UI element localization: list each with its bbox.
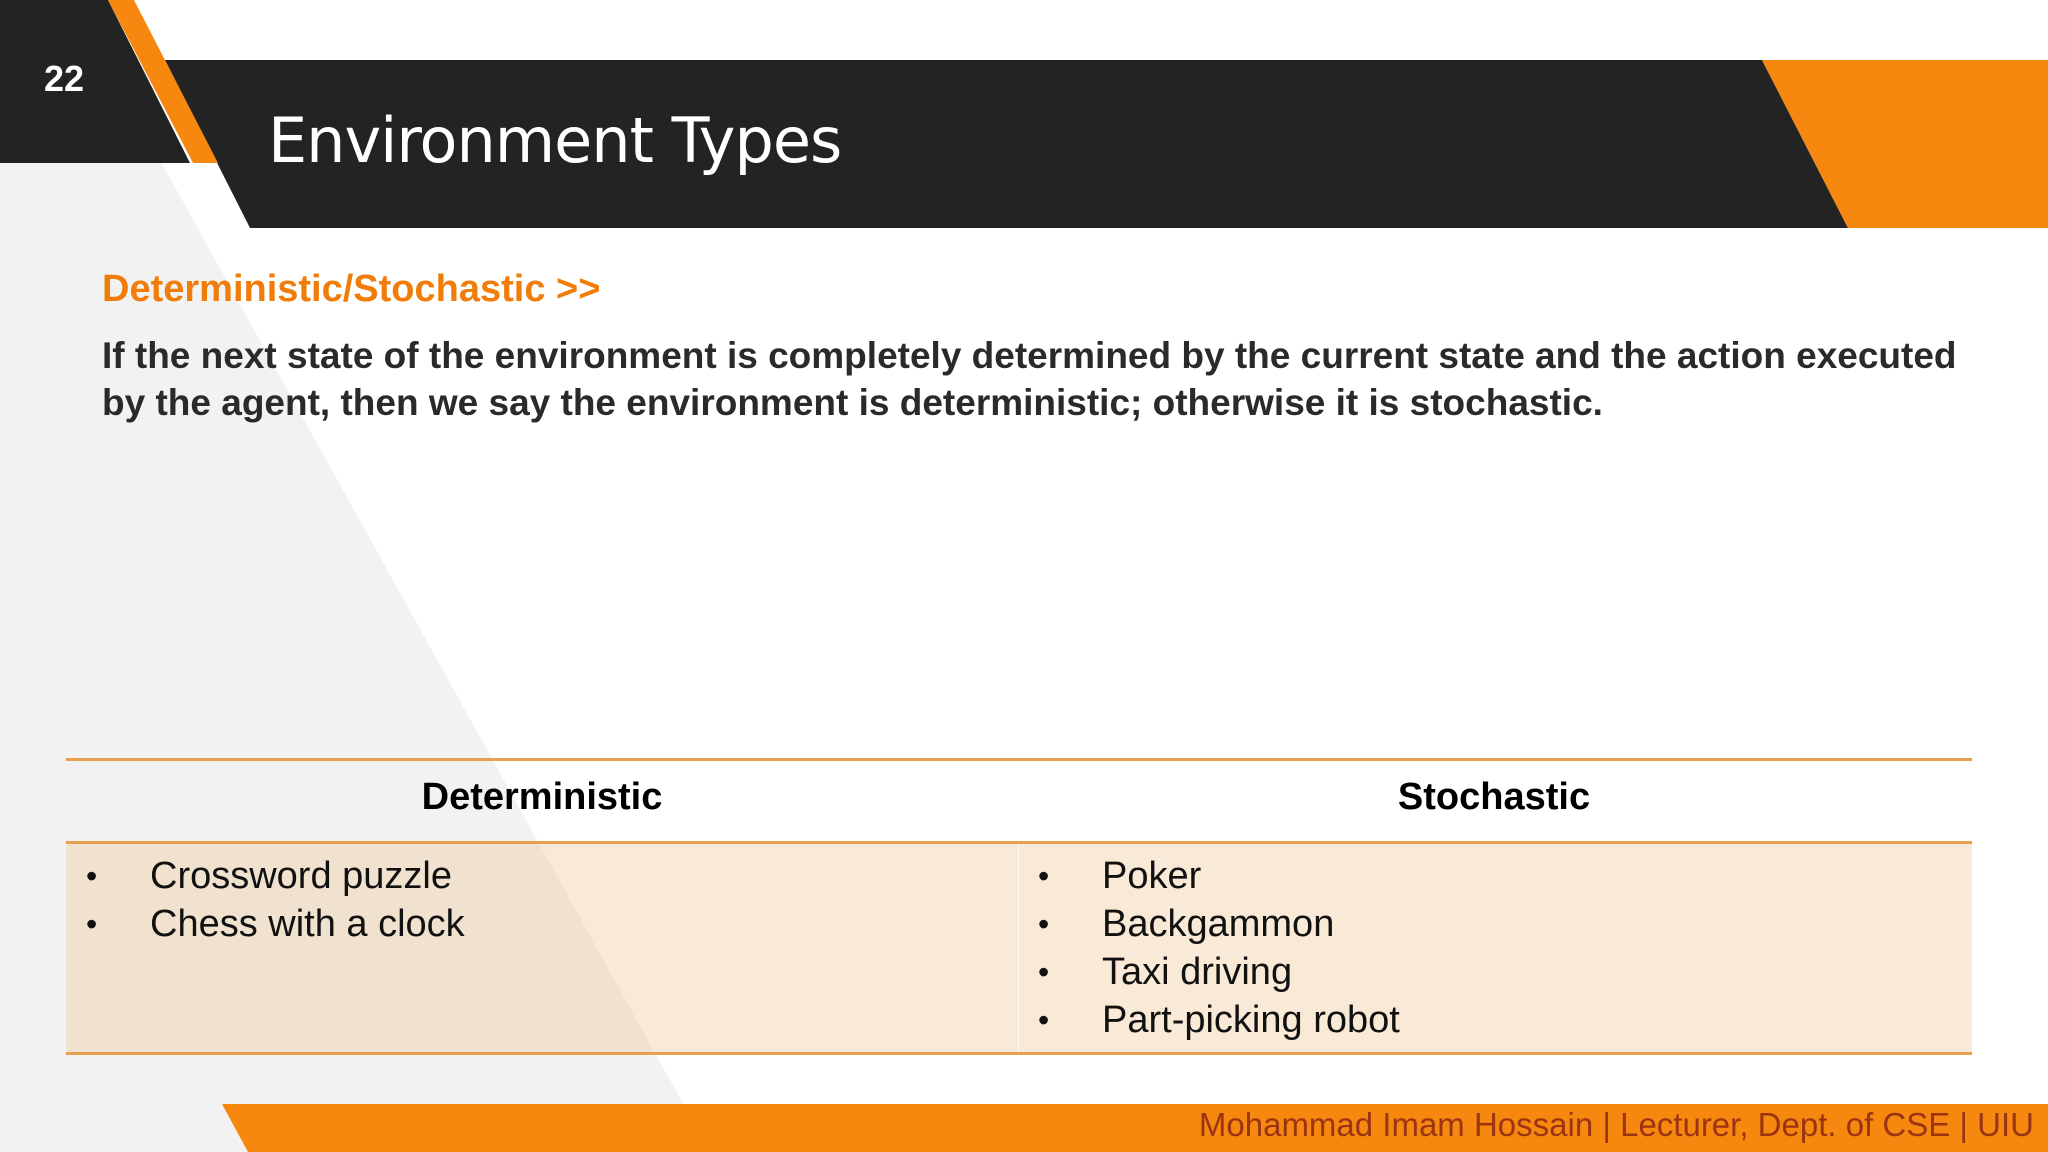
list-item-label: Part-picking robot <box>1102 999 1400 1041</box>
list-item <box>66 852 465 900</box>
list-item <box>66 900 465 948</box>
footer-credit: Mohammad Imam Hossain | Lecturer, Dept. of CSE | UIU <box>1198 1106 2034 1143</box>
bullet-icon: • <box>86 906 98 942</box>
table-bottom-rule <box>66 1052 1972 1055</box>
definition-text: If the next state of the environment is completely determined by the current state and the action executed by the agent, then we say the environment is deterministic; otherwise it is stochastic. <box>102 335 1957 423</box>
list-item-label: Chess with a clock <box>150 903 465 945</box>
list-item-label: Crossword puzzle <box>150 855 452 897</box>
list-item <box>1018 900 1400 948</box>
table-header-rule <box>66 841 1972 844</box>
table-top-rule <box>66 758 1972 761</box>
header-deterministic: Deterministic <box>421 776 663 818</box>
list-item <box>1018 852 1400 900</box>
header-stochastic: Stochastic <box>1397 776 1591 818</box>
slide-number: 22 <box>44 58 85 99</box>
list-item <box>1018 948 1400 996</box>
list-item-label: Taxi driving <box>1102 951 1293 993</box>
bullet-icon: • <box>1038 858 1050 894</box>
bullet-icon: • <box>1038 906 1050 942</box>
list-item-label: Backgammon <box>1102 903 1335 945</box>
section-subtitle: Deterministic/Stochastic >> <box>102 268 601 310</box>
comparison-table <box>66 758 1972 1055</box>
slide-title: Environment Types <box>268 104 842 177</box>
bullet-icon: • <box>1038 954 1050 990</box>
bullet-icon: • <box>1038 1002 1050 1038</box>
deterministic-list <box>66 852 465 948</box>
list-item-label: Poker <box>1102 855 1202 897</box>
list-item <box>1018 996 1400 1044</box>
bullet-icon: • <box>86 858 98 894</box>
stochastic-list <box>1018 852 1400 1044</box>
